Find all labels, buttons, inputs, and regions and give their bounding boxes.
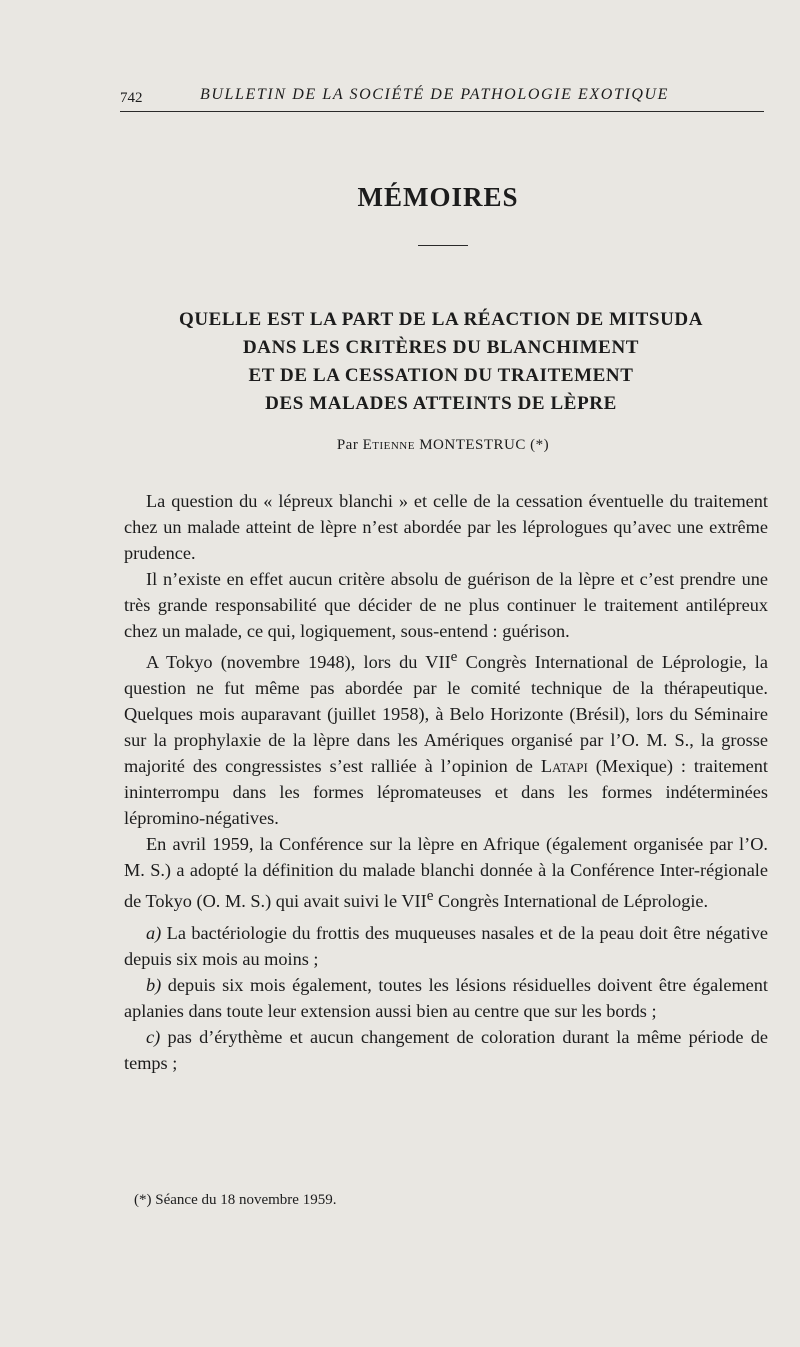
footnote-mark: (*)	[134, 1192, 152, 1208]
footnote-text: Séance du 18 novembre 1959.	[151, 1192, 337, 1208]
list-item-c	[124, 1024, 768, 1076]
header-rule	[120, 111, 764, 112]
cited-name: Latapi	[540, 756, 588, 777]
title-line-4: DES MALADES ATTEINTS DE LÈPRE	[265, 393, 617, 414]
running-head	[120, 84, 762, 110]
byline-par: Par	[336, 437, 359, 453]
paragraph-3-part-b: Congrès International de Léprologie, la question ne fut même pas abordée par le comité technique de la thérapeutique. Quelques mois auparavant (juillet 1958), à Belo Horizonte (Brésil), lors du Séminaire sur la prophylaxie de la lèpre dans les Amériques organisé par l’O. M. S., la grosse majorité des congressistes s’est ralliée à l’opinion de	[124, 652, 768, 777]
paragraph-1: La question du « lépreux blanchi » et celle de la cessation éventuelle du traitement chez un malade atteint de lèpre n’est abordée par les léprologues qu’avec une extrême prudence.	[124, 491, 768, 563]
page-number: 742	[120, 90, 143, 106]
list-text-a: La bactériologie du frottis des muqueuses nasales et de la peau doit être négative depuis six mois au moins ;	[124, 923, 768, 970]
title-line-3: ET DE LA CESSATION DU TRAITEMENT	[248, 365, 634, 386]
superscript-e: e	[426, 887, 434, 905]
list-label-b: b)	[146, 975, 162, 996]
author-first-name: Etienne	[362, 437, 415, 453]
list-text-c: pas d’érythème et aucun changement de coloration durant la même période de temps ;	[124, 1027, 768, 1074]
list-label-a: a)	[146, 923, 162, 944]
article-title	[110, 306, 772, 418]
section-divider	[418, 245, 468, 246]
paragraph-3-part-a: A Tokyo (novembre 1948), lors du VII	[146, 652, 451, 673]
list-label-c: c)	[146, 1027, 161, 1048]
byline	[0, 437, 800, 454]
article-body	[124, 488, 768, 1076]
list-item-a	[124, 920, 768, 972]
list-text-b: depuis six mois également, toutes les lésions résiduelles doivent être également aplanies dans toute leur extension aussi bien au centre que sur les bords ;	[124, 975, 768, 1022]
paragraph-2: Il n’existe en effet aucun critère absolu de guérison de la lèpre et c’est prendre une très grande responsabilité que décider de ne plus continuer le traitement antilépreux chez un malade, ce qui, logiquement, sous-entend : guérison.	[124, 569, 768, 641]
section-title: MÉMOIRES	[357, 182, 519, 212]
paragraph-4-part-b: Congrès International de Léprologie.	[433, 891, 709, 912]
list-item-b	[124, 972, 768, 1024]
paragraph-4	[124, 831, 768, 914]
title-line-1: QUELLE EST LA PART DE LA RÉACTION DE MITSUDA	[178, 309, 704, 330]
paragraph-3	[124, 644, 768, 831]
superscript-e: e	[450, 648, 458, 665]
paragraph-3-part-c: (Mexique) : traitement ininterrompu dans les formes lépromateuses et dans les formes indéterminées lépromino-négatives.	[124, 756, 768, 829]
paragraph-4-part-a: En avril 1959, la Conférence sur la lèpre en Afrique (également organisée par l’O. M. S.) a adopté la définition du malade blanchi donnée à la Conférence Inter-régionale de Tokyo (O. M. S.) qui avait suivi le VII	[124, 834, 768, 912]
author-last-name: MONTESTRUC	[419, 437, 526, 453]
title-line-2: DANS LES CRITÈRES DU BLANCHIMENT	[242, 337, 640, 358]
journal-title: BULLETIN DE LA SOCIÉTÉ DE PATHOLOGIE EXOTIQUE	[200, 86, 670, 103]
footnote-reference: (*)	[530, 437, 550, 453]
footnote	[134, 1192, 336, 1209]
